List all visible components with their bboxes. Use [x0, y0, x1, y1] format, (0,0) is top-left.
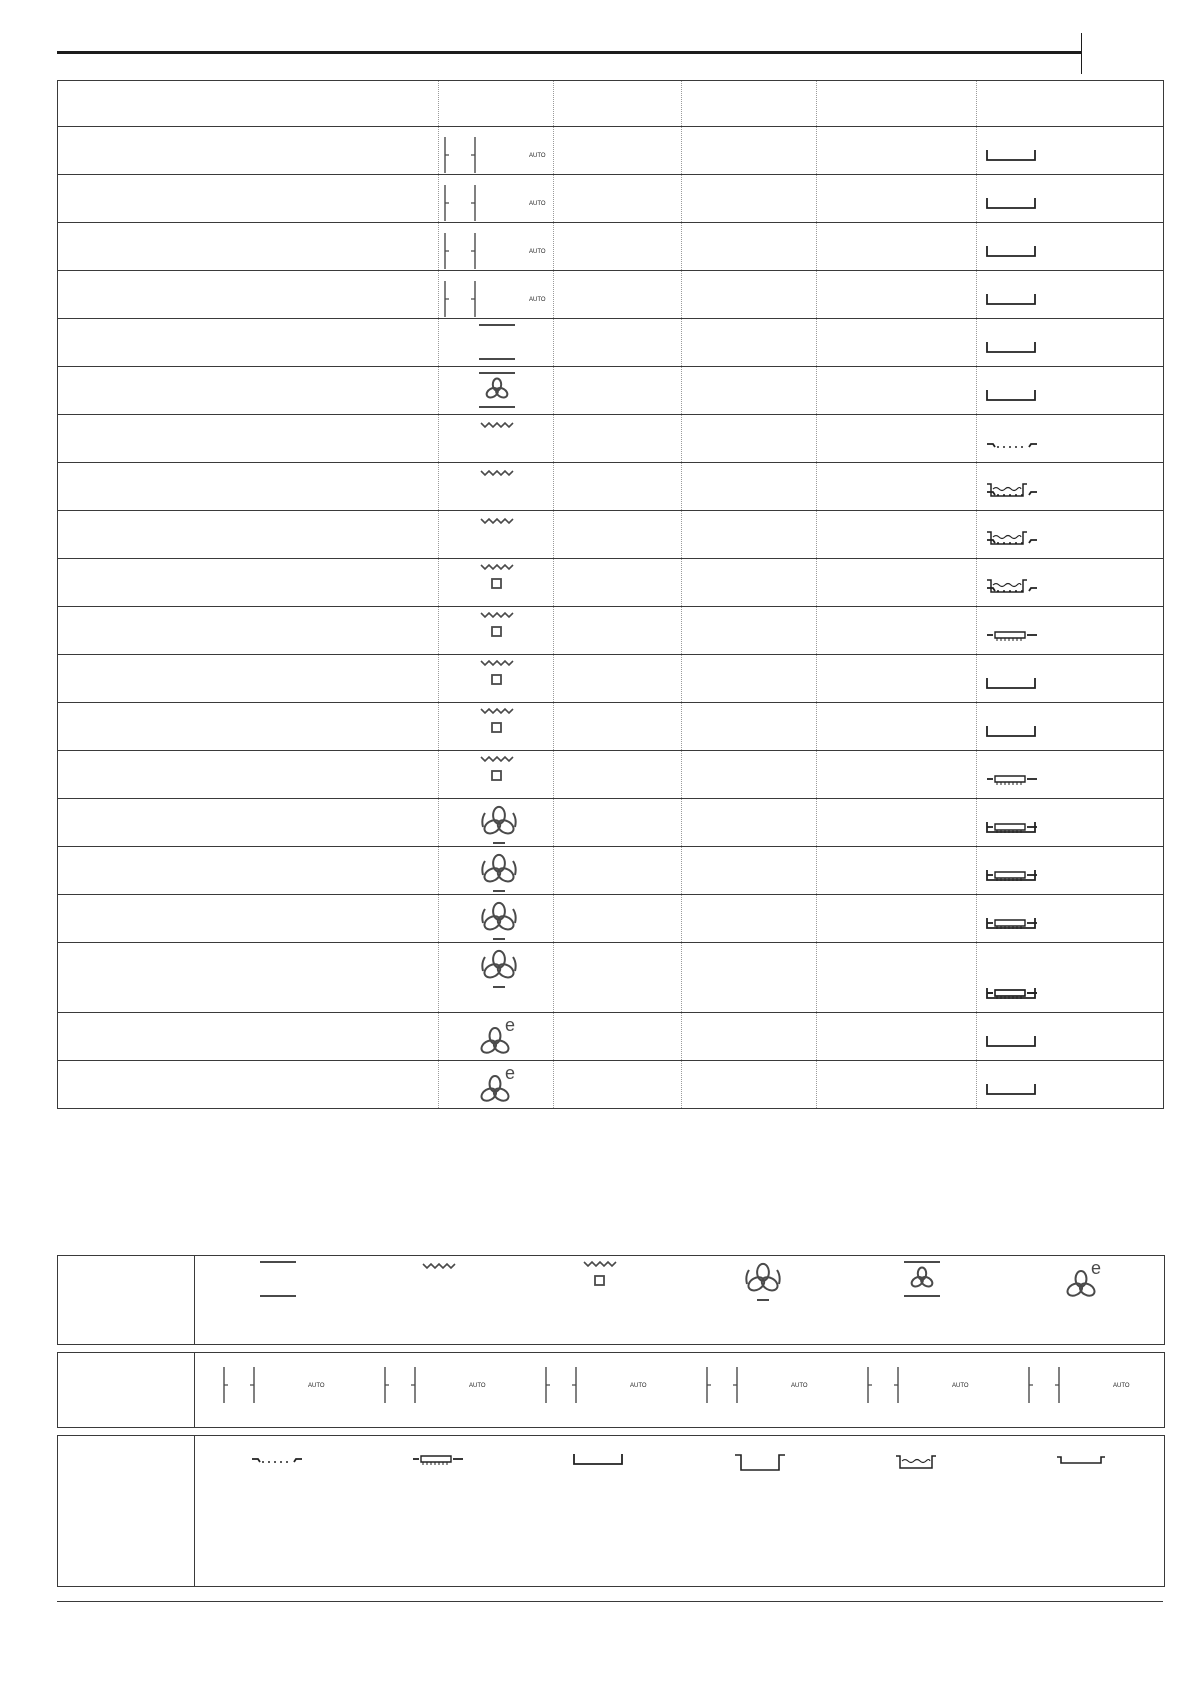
- value-cell: [817, 1013, 977, 1061]
- value-cell: [817, 751, 977, 799]
- svg-text:AUTO: AUTO: [529, 297, 546, 303]
- value-cell: [554, 847, 682, 895]
- accessory-cell: [977, 463, 1164, 511]
- function-cell: [439, 223, 554, 271]
- value-cell: [682, 511, 817, 559]
- legend-functions: [57, 1255, 1165, 1345]
- eco-fan-icon: [477, 1063, 523, 1112]
- legend-item: [419, 1258, 459, 1283]
- accessory-cell: [977, 175, 1164, 223]
- legend-item: [1027, 1363, 1137, 1412]
- table-header-row: [58, 81, 1164, 127]
- legend-item: [902, 1258, 942, 1305]
- value-cell: [817, 415, 977, 463]
- accessory-cell: [977, 895, 1164, 943]
- value-cell: [817, 895, 977, 943]
- table-row: [58, 175, 1164, 223]
- value-cell: [817, 559, 977, 607]
- food-cell: [58, 559, 439, 607]
- large-grill-icon: [477, 561, 517, 598]
- food-cell: [58, 511, 439, 559]
- accessory-cell: [977, 847, 1164, 895]
- table-row: [58, 463, 1164, 511]
- accessory-cell: [977, 223, 1164, 271]
- svg-text:e: e: [505, 1015, 516, 1035]
- food-cell: [58, 655, 439, 703]
- value-cell: [817, 655, 977, 703]
- value-cell: [682, 703, 817, 751]
- cooking-table: [57, 80, 1164, 1109]
- function-cell: [439, 511, 554, 559]
- legend-item: [258, 1258, 298, 1305]
- value-cell: [817, 319, 977, 367]
- hot-air-ring-icon: [741, 1291, 785, 1308]
- legend-item: [544, 1363, 654, 1412]
- value-cell: [554, 655, 682, 703]
- value-cell: [682, 175, 817, 223]
- table-header-cell: [817, 81, 977, 127]
- table-row: [58, 943, 1164, 1013]
- value-cell: [554, 943, 682, 1013]
- table-row: [58, 703, 1164, 751]
- value-cell: [554, 607, 682, 655]
- legend-item: [705, 1363, 815, 1412]
- value-cell: [817, 367, 977, 415]
- accessory-cell: [977, 367, 1164, 415]
- value-cell: [554, 751, 682, 799]
- value-cell: [554, 511, 682, 559]
- value-cell: [554, 271, 682, 319]
- value-cell: [554, 367, 682, 415]
- table-row: [58, 751, 1164, 799]
- grill-icon: [477, 513, 517, 536]
- table-row: [58, 511, 1164, 559]
- value-cell: [682, 799, 817, 847]
- deep-pan-icon: [733, 1459, 787, 1476]
- legend-accessories: [57, 1435, 1165, 1587]
- table-header-cell: [58, 81, 439, 127]
- food-cell: [58, 1061, 439, 1109]
- value-cell: [682, 1061, 817, 1109]
- bottom-rule: [57, 1601, 1163, 1602]
- value-cell: [554, 1061, 682, 1109]
- svg-text:e: e: [505, 1063, 516, 1083]
- function-cell: [439, 607, 554, 655]
- top-rule: [57, 51, 1082, 54]
- top-bottom-heat-icon: [258, 1287, 298, 1304]
- table-header-cell: [977, 81, 1164, 127]
- accessory-cell: [977, 1013, 1164, 1061]
- function-cell: [439, 847, 554, 895]
- value-cell: [682, 223, 817, 271]
- temperature-probe-auto-icon: [1027, 1383, 1137, 1411]
- food-cell: [58, 847, 439, 895]
- accessory-cell: [977, 271, 1164, 319]
- table-row: [58, 367, 1164, 415]
- legend-item: [580, 1258, 620, 1297]
- baking-tray-icon: [572, 1453, 624, 1470]
- wire-shelf-icon: [250, 1452, 304, 1469]
- hot-air-ring-icon: [477, 849, 521, 898]
- accessory-cell: [977, 751, 1164, 799]
- value-cell: [817, 223, 977, 271]
- legend-item: [250, 1452, 304, 1470]
- function-cell: [439, 319, 554, 367]
- function-cell: [439, 1061, 554, 1109]
- value-cell: [682, 367, 817, 415]
- value-cell: [554, 799, 682, 847]
- function-cell: [439, 463, 554, 511]
- food-cell: [58, 271, 439, 319]
- legend-item: [894, 1452, 938, 1475]
- svg-text:AUTO: AUTO: [308, 1383, 325, 1389]
- food-cell: [58, 751, 439, 799]
- svg-text:AUTO: AUTO: [529, 153, 546, 159]
- temperature-probe-auto-icon: [383, 1383, 493, 1411]
- accessory-cell: [977, 511, 1164, 559]
- function-cell: [439, 127, 554, 175]
- food-cell: [58, 943, 439, 1013]
- temperature-probe-auto-icon: [705, 1383, 815, 1411]
- value-cell: [817, 943, 977, 1013]
- table-row: [58, 319, 1164, 367]
- value-cell: [817, 511, 977, 559]
- function-cell: [439, 943, 554, 1013]
- hot-air-ring-icon: [477, 897, 521, 946]
- temperature-probe-auto-icon: [222, 1383, 332, 1411]
- legend-item: [741, 1258, 785, 1309]
- function-cell: [439, 271, 554, 319]
- table-row: [58, 847, 1164, 895]
- food-cell: [58, 607, 439, 655]
- value-cell: [682, 319, 817, 367]
- bottom-heat-fan-icon: [477, 369, 517, 414]
- value-cell: [817, 463, 977, 511]
- value-cell: [554, 223, 682, 271]
- value-cell: [682, 655, 817, 703]
- large-grill-icon: [477, 609, 517, 646]
- accessory-cell: [977, 655, 1164, 703]
- table-header-cell: [682, 81, 817, 127]
- value-cell: [554, 463, 682, 511]
- legend-item: [222, 1363, 332, 1412]
- table-header-cell: [439, 81, 554, 127]
- value-cell: [682, 415, 817, 463]
- value-cell: [682, 1013, 817, 1061]
- accessory-cell: [977, 703, 1164, 751]
- accessory-cell: [977, 1061, 1164, 1109]
- accessory-cell: [977, 799, 1164, 847]
- legend-item: [572, 1452, 624, 1471]
- value-cell: [682, 559, 817, 607]
- food-cell: [58, 223, 439, 271]
- large-grill-icon: [477, 705, 517, 742]
- value-cell: [554, 319, 682, 367]
- value-cell: [682, 127, 817, 175]
- food-cell: [58, 319, 439, 367]
- value-cell: [817, 703, 977, 751]
- svg-text:AUTO: AUTO: [791, 1383, 808, 1389]
- table-row: [58, 1013, 1164, 1061]
- grill-icon: [419, 1265, 459, 1282]
- temperature-probe-auto-icon: [544, 1383, 654, 1411]
- function-cell: [439, 367, 554, 415]
- table-row: [58, 799, 1164, 847]
- food-cell: [58, 895, 439, 943]
- value-cell: [817, 271, 977, 319]
- value-cell: [554, 703, 682, 751]
- temperature-probe-auto-icon: [443, 229, 553, 276]
- table-row: [58, 559, 1164, 607]
- legend-item: [411, 1452, 467, 1471]
- large-grill-icon: [580, 1279, 620, 1296]
- function-cell: [439, 895, 554, 943]
- top-tick: [1081, 33, 1082, 74]
- svg-text:AUTO: AUTO: [952, 1383, 969, 1389]
- value-cell: [554, 175, 682, 223]
- temperature-probe-auto-icon: [443, 133, 553, 180]
- value-cell: [554, 1013, 682, 1061]
- value-cell: [554, 127, 682, 175]
- grid-tray-icon: [411, 1453, 467, 1470]
- food-cell: [58, 415, 439, 463]
- svg-text:e: e: [1091, 1258, 1102, 1278]
- value-cell: [682, 943, 817, 1013]
- grill-icon: [477, 417, 517, 440]
- value-cell: [554, 415, 682, 463]
- accessory-cell: [977, 127, 1164, 175]
- table-row: [58, 271, 1164, 319]
- value-cell: [682, 463, 817, 511]
- accessory-cell: [977, 559, 1164, 607]
- accessory-cell: [977, 943, 1164, 1013]
- function-cell: [439, 415, 554, 463]
- table-row: [58, 655, 1164, 703]
- table-row: [58, 415, 1164, 463]
- food-cell: [58, 175, 439, 223]
- function-cell: [439, 175, 554, 223]
- svg-text:AUTO: AUTO: [529, 249, 546, 255]
- table-row: [58, 895, 1164, 943]
- accessory-cell: [977, 319, 1164, 367]
- value-cell: [817, 127, 977, 175]
- value-cell: [554, 559, 682, 607]
- table-row: [58, 1061, 1164, 1109]
- function-cell: [439, 559, 554, 607]
- legend-item: [1055, 1452, 1109, 1470]
- function-cell: [439, 751, 554, 799]
- value-cell: [682, 895, 817, 943]
- value-cell: [817, 799, 977, 847]
- function-cell: [439, 1013, 554, 1061]
- hot-air-ring-icon: [477, 801, 521, 850]
- svg-text:AUTO: AUTO: [630, 1383, 647, 1389]
- accessory-cell: [977, 415, 1164, 463]
- temperature-probe-auto-icon: [866, 1383, 976, 1411]
- legend-item: [733, 1452, 787, 1477]
- large-grill-icon: [477, 753, 517, 790]
- food-cell: [58, 703, 439, 751]
- accessory-cell: [977, 607, 1164, 655]
- value-cell: [554, 895, 682, 943]
- food-cell: [58, 127, 439, 175]
- legend-item: [383, 1363, 493, 1412]
- eco-fan-icon: [477, 1015, 523, 1064]
- table-row: [58, 607, 1164, 655]
- top-bottom-heat-icon: [477, 321, 517, 366]
- value-cell: [682, 607, 817, 655]
- legend-item: [1063, 1258, 1109, 1309]
- temperature-probe-auto-icon: [443, 277, 553, 324]
- value-cell: [817, 1061, 977, 1109]
- value-cell: [682, 751, 817, 799]
- function-cell: [439, 799, 554, 847]
- hot-air-ring-icon: [477, 945, 521, 994]
- value-cell: [817, 607, 977, 655]
- food-cell: [58, 367, 439, 415]
- svg-text:AUTO: AUTO: [469, 1383, 486, 1389]
- svg-text:AUTO: AUTO: [529, 201, 546, 207]
- legend-item: [866, 1363, 976, 1412]
- function-cell: [439, 703, 554, 751]
- function-cell: [439, 655, 554, 703]
- temperature-probe-auto-icon: [443, 181, 553, 228]
- drip-pan-icon: [894, 1457, 938, 1474]
- legend-probe: [57, 1352, 1165, 1428]
- svg-text:AUTO: AUTO: [1113, 1383, 1130, 1389]
- eco-fan-icon: [1063, 1258, 1109, 1308]
- value-cell: [682, 271, 817, 319]
- value-cell: [817, 847, 977, 895]
- bottom-heat-fan-icon: [902, 1287, 942, 1304]
- grill-icon: [477, 465, 517, 488]
- table-header-cell: [554, 81, 682, 127]
- flat-tray-icon: [1055, 1452, 1109, 1469]
- table-row: [58, 223, 1164, 271]
- table-row: [58, 127, 1164, 175]
- food-cell: [58, 463, 439, 511]
- value-cell: [682, 847, 817, 895]
- food-cell: [58, 1013, 439, 1061]
- food-cell: [58, 799, 439, 847]
- value-cell: [817, 175, 977, 223]
- large-grill-icon: [477, 657, 517, 694]
